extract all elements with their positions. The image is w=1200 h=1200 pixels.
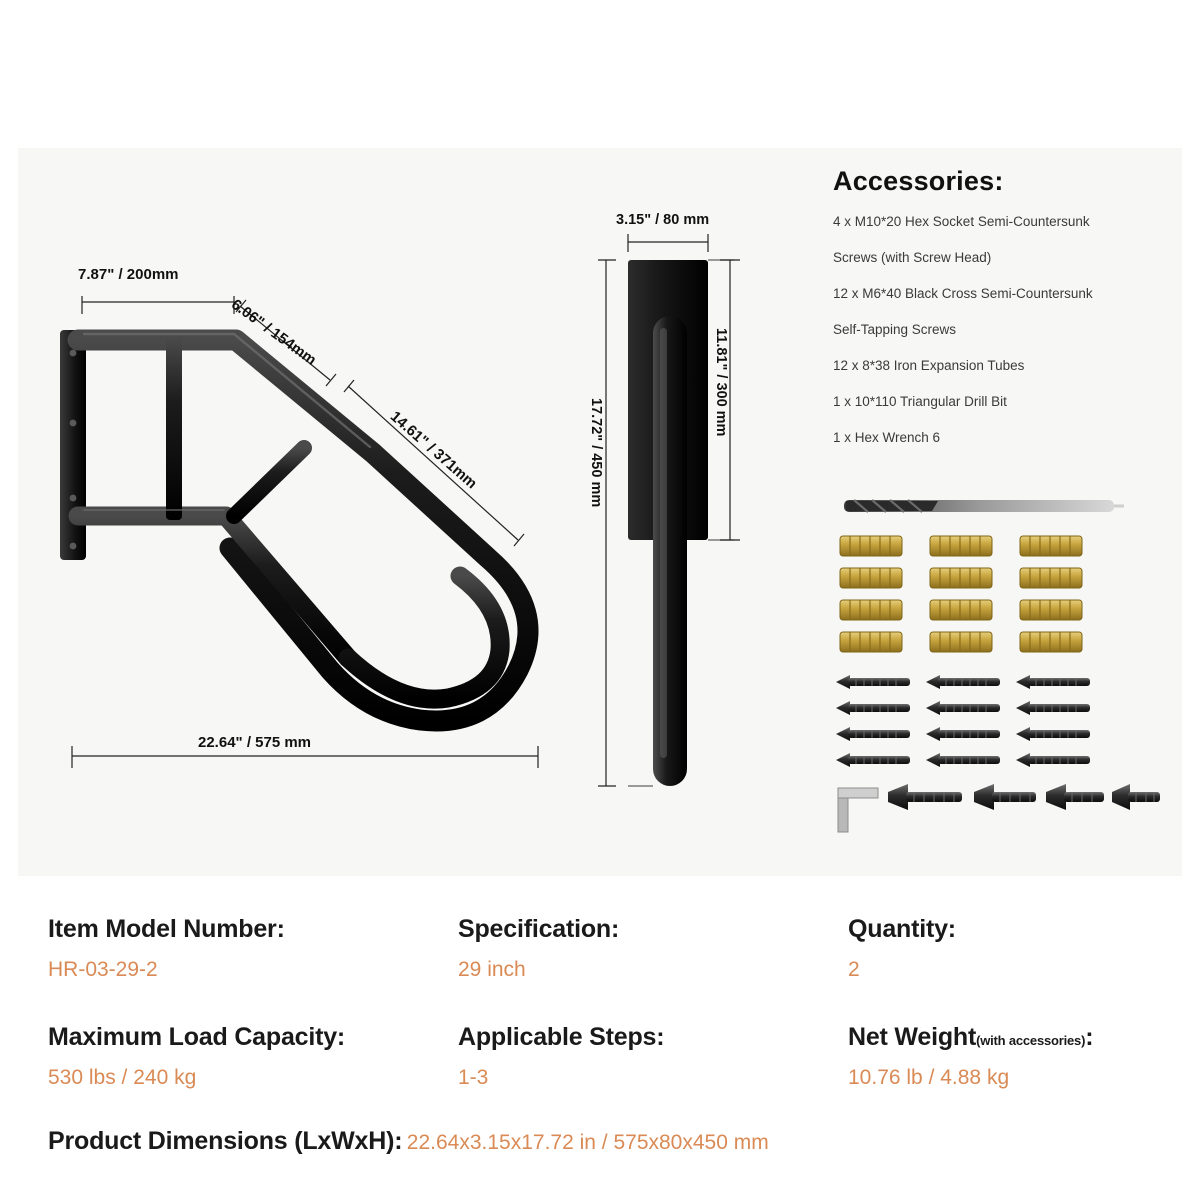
spec-label-max-load-capacity: Maximum Load Capacity: <box>48 1023 346 1051</box>
accessories-list <box>833 211 1178 448</box>
specifications-table <box>18 895 1182 1185</box>
dimension-label-plate-height: 11.81" / 300 mm <box>713 328 729 437</box>
dimension-label-top-left: 7.87" / 200mm <box>78 266 179 283</box>
hex-socket-bolt-icons <box>888 784 1160 810</box>
handrail-drawing <box>48 258 578 838</box>
diagram-panel <box>18 148 1182 876</box>
spec-label-specification: Specification: <box>458 915 620 943</box>
spec-label-net-weight-colon: : <box>1085 1023 1094 1051</box>
spec-value-item-model-number: HR-03-29-2 <box>48 958 158 981</box>
accessory-item: 12 x 8*38 Iron Expansion Tubes <box>833 358 1025 373</box>
spec-value-applicable-steps: 1-3 <box>458 1066 489 1089</box>
self-tapping-screw-icons <box>836 675 1090 767</box>
dimension-label-top-middle: 6.06" / 154mm <box>228 296 320 369</box>
spec-label-quantity: Quantity: <box>848 915 956 943</box>
accessories-section <box>818 166 1178 866</box>
accessory-item: Self-Tapping Screws <box>833 322 957 337</box>
spec-label-net-weight-note: (with accessories) <box>976 1033 1086 1048</box>
spec-label-net-weight-text: Net Weight <box>848 1023 977 1051</box>
spec-value-quantity: 2 <box>848 958 860 981</box>
accessory-item: 1 x 10*110 Triangular Drill Bit <box>833 394 1007 409</box>
expansion-tubes-icons <box>840 536 1082 652</box>
spec-label-item-model-number: Item Model Number: <box>48 915 285 943</box>
accessory-item: Screws (with Screw Head) <box>833 250 992 265</box>
accessory-item: 1 x Hex Wrench 6 <box>833 430 941 445</box>
accessory-item: 12 x M6*40 Black Cross Semi-Countersunk <box>833 286 1093 301</box>
spec-label-applicable-steps: Applicable Steps: <box>458 1023 665 1051</box>
spec-value-specification: 29 inch <box>458 958 526 981</box>
spec-net-weight <box>848 1023 1093 1090</box>
spec-specification <box>458 915 619 982</box>
spec-quantity <box>848 915 956 982</box>
spec-label-product-dimensions: Product Dimensions (LxWxH): <box>48 1127 403 1155</box>
accessory-item: 4 x M10*20 Hex Socket Semi-Countersunk <box>833 214 1090 229</box>
handrail-front-view <box>48 258 578 838</box>
side-view-drawing <box>598 208 808 868</box>
handrail-side-view <box>588 208 808 868</box>
spec-item-model-number <box>48 915 285 982</box>
spec-value-net-weight: 10.76 lb / 4.88 kg <box>848 1066 1010 1089</box>
dimension-label-plate-width: 3.15" / 80 mm <box>616 212 710 228</box>
dimension-label-diagonal: 14.61" / 371mm <box>386 408 481 493</box>
dimension-label-overall-length: 22.64" / 575 mm <box>198 734 312 751</box>
spec-value-product-dimensions: 22.64x3.15x17.72 in / 575x80x450 mm <box>406 1131 769 1154</box>
hardware-illustration <box>828 496 1168 836</box>
spec-product-dimensions <box>48 1127 769 1156</box>
dimension-label-overall-height: 17.72" / 450 mm <box>588 398 604 508</box>
hex-wrench-icon <box>838 788 878 832</box>
spec-label-net-weight <box>848 1023 1093 1052</box>
spec-value-max-load-capacity: 530 lbs / 240 kg <box>48 1066 197 1089</box>
drill-bit-icon <box>844 500 1124 512</box>
spec-applicable-steps <box>458 1023 664 1090</box>
spec-max-load-capacity <box>48 1023 345 1090</box>
accessories-title: Accessories: <box>833 166 1004 196</box>
